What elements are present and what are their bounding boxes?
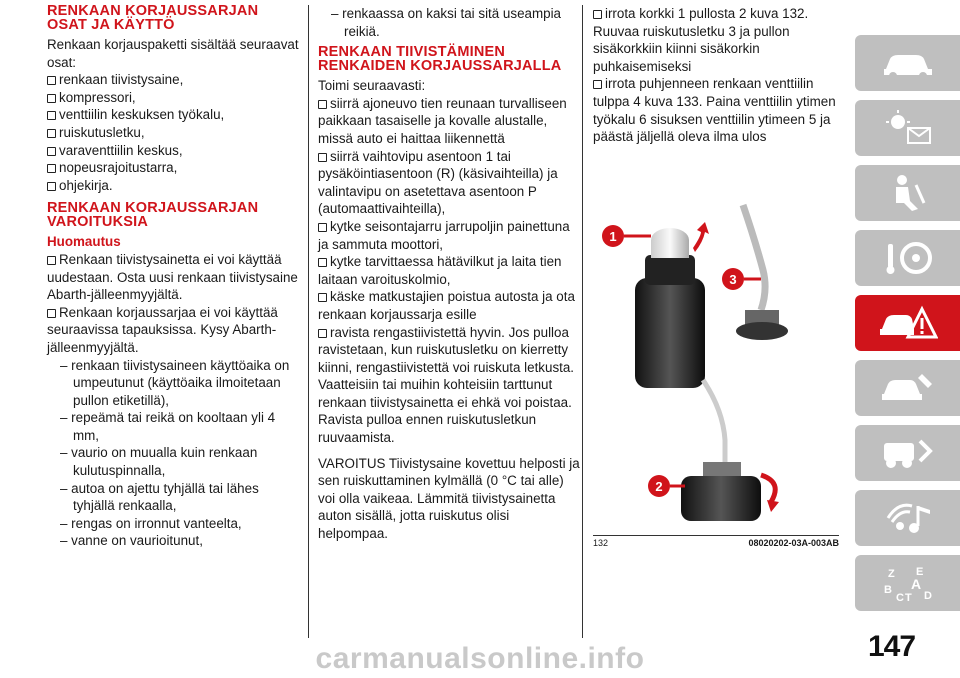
step-item: irrota korkki 1 pullosta 2 kuva 132. Ruuvaa ruiskutusletku 3 ja pullon sisäkorkkiin kiinni sisäkorkin puhkaisemiseksi bbox=[593, 6, 809, 74]
note-item: Renkaan korjaussarjaa ei voi käyttää seuraavissa tapauksissa. Kysy Abarth-jälleenmyyjältä. bbox=[47, 304, 278, 355]
emergency-icon bbox=[878, 303, 938, 343]
checkbox-bullet-icon bbox=[318, 258, 327, 267]
figure-caption bbox=[593, 535, 839, 548]
section-heading: RENKAAN KORJAUSSARJAN VAROITUKSIA bbox=[47, 200, 259, 230]
checkbox-bullet-icon bbox=[318, 293, 327, 302]
column-divider bbox=[582, 5, 583, 638]
note-item: Renkaan tiivistysainetta ei voi käyttää uudestaan. Osta uusi renkaan tiivistysaine Abarth-jälleenmyyjältä. bbox=[47, 251, 298, 303]
tab-car-overview[interactable] bbox=[855, 35, 960, 91]
dash-list bbox=[318, 5, 580, 40]
paragraph: Toimi seuraavasti: bbox=[318, 78, 426, 94]
multimedia-icon bbox=[878, 498, 938, 538]
seat-safety-icon bbox=[878, 173, 938, 213]
column-1 bbox=[47, 5, 299, 550]
svg-text:Z: Z bbox=[887, 568, 895, 580]
svg-text:1: 1 bbox=[609, 229, 617, 244]
maintenance-icon bbox=[878, 368, 938, 408]
figure-code: 08020202-03A-003AB bbox=[748, 538, 839, 548]
sealant-bottle bbox=[635, 278, 705, 388]
figure-illustration bbox=[593, 200, 839, 527]
column-2 bbox=[318, 5, 580, 543]
checkbox-bullet-icon bbox=[47, 129, 56, 138]
kit-item: renkaan tiivistysaine, bbox=[47, 71, 299, 89]
svg-text:C: C bbox=[895, 592, 904, 603]
dash-item: – renkaassa on kaksi tai sitä useampia reikiä. bbox=[331, 6, 561, 39]
dash-item: – rengas on irronnut vanteelta, bbox=[60, 515, 242, 531]
tab-technical-data[interactable] bbox=[855, 425, 960, 481]
dash-item: – autoa on ajettu tyhjällä tai lähes tyhjällä renkaalla, bbox=[60, 480, 259, 514]
step-item: kytke seisontajarru jarrupoljin painettuna ja sammuta moottori, bbox=[318, 218, 570, 252]
tab-emergency[interactable] bbox=[855, 295, 960, 351]
step-item: siirrä vaihtovipu asentoon 1 tai pysäköintiasentoon (R) (käsivaihteilla) ja valintavipu on asetettava asentoon P (automaattivaihteilla), bbox=[318, 148, 558, 217]
step-item: käske matkustajien poistua autosta ja ota renkaan korjaussarja esille bbox=[318, 289, 575, 322]
callout-2 bbox=[648, 475, 685, 497]
step-item: kytke tarvittaessa hätävilkut ja laita tien laitaan varoituskolmio, bbox=[318, 254, 562, 287]
figure-number: 132 bbox=[593, 538, 609, 548]
section-heading: RENKAAN TIIVISTÄMINEN RENKAIDEN KORJAUSSARJALLA bbox=[318, 44, 562, 74]
technical-data-icon bbox=[878, 433, 938, 473]
column-divider bbox=[308, 5, 309, 638]
checkbox-bullet-icon bbox=[47, 76, 56, 85]
kit-item: nopeusrajoitustarra, bbox=[47, 159, 299, 177]
checkbox-bullet-icon bbox=[318, 100, 327, 109]
kit-item: venttiilin keskuksen työkalu, bbox=[47, 106, 299, 124]
checkbox-bullet-icon bbox=[47, 164, 56, 173]
checkbox-bullet-icon bbox=[593, 80, 602, 89]
checkbox-bullet-icon bbox=[318, 329, 327, 338]
checkbox-bullet-icon bbox=[47, 111, 56, 120]
tab-multimedia[interactable] bbox=[855, 490, 960, 546]
kit-item: ohjekirja. bbox=[47, 177, 299, 195]
kit-item: ruiskutusletku, bbox=[47, 124, 299, 142]
svg-text:B: B bbox=[883, 584, 892, 596]
checkbox-bullet-icon bbox=[47, 182, 56, 191]
dash-list bbox=[47, 357, 299, 551]
index-icon bbox=[878, 563, 938, 603]
steps-list bbox=[593, 5, 841, 146]
page-number: 147 bbox=[868, 630, 916, 663]
step-item: ravista rengastiivistettä hyvin. Jos pulloa ravistetaan, kun ruiskutusletku on kierretty kiinni, rengastiivistettä voi ruiskuta letkusta. Vaatteisiin tai muihin kohteisiin tarttunut renkaan tiivistysainetta ei ehkä voi poistaa. Ravista pulloa ennen ruiskutusletkun ruuvaamista. bbox=[318, 324, 575, 446]
callout-3 bbox=[722, 268, 761, 290]
kit-item: varaventtiilin keskus, bbox=[47, 142, 299, 160]
tab-maintenance[interactable] bbox=[855, 360, 960, 416]
warning-lights-icon bbox=[878, 108, 938, 148]
callout-1 bbox=[602, 225, 651, 247]
checkbox-bullet-icon bbox=[593, 10, 602, 19]
dash-item: – repeämä tai reikä on kooltaan yli 4 mm, bbox=[60, 410, 276, 443]
svg-text:T: T bbox=[904, 592, 912, 603]
dash-item: – vaurio on muualla kuin renkaan kulutuspinnalla, bbox=[60, 445, 258, 479]
checkbox-bullet-icon bbox=[47, 256, 56, 265]
checkbox-bullet-icon bbox=[318, 153, 327, 162]
step-item: irrota puhjenneen renkaan venttiilin tulppa 4 kuva 133. Paina venttiilin ytimen työkalu 6 sisuksen venttiilin ytimeen 5 ja päästä jäljellä oleva ilma ulos bbox=[593, 76, 836, 145]
svg-text:D: D bbox=[923, 590, 932, 602]
car-overview-icon bbox=[878, 43, 938, 83]
checkbox-bullet-icon bbox=[47, 94, 56, 103]
driving-controls-icon bbox=[878, 238, 938, 278]
section-heading: RENKAAN KORJAUSSARJAN OSAT JA KÄYTTÖ bbox=[47, 3, 259, 33]
svg-text:2: 2 bbox=[655, 479, 663, 494]
column-3 bbox=[593, 5, 841, 146]
steps-list bbox=[318, 95, 580, 447]
note-label: Huomautus bbox=[47, 234, 121, 250]
dash-item: – vanne on vaurioitunut, bbox=[60, 533, 203, 549]
tab-index[interactable] bbox=[855, 555, 960, 611]
tab-warning-lights[interactable] bbox=[855, 100, 960, 156]
warning-text: VAROITUS Tiivistysaine kovettuu helposti ja sen ruiskuttaminen kylmällä (0 °C tai alle) voi olla vaikeaa. Lämmitä tiivistysainetta auton sisällä, jotta ruiskutus olisi helpompaa. bbox=[318, 455, 580, 542]
svg-text:E: E bbox=[915, 566, 923, 578]
watermark: carmanualsonline.info bbox=[315, 642, 645, 675]
checkbox-bullet-icon bbox=[47, 309, 56, 318]
svg-text:A: A bbox=[910, 576, 921, 592]
dash-item: – renkaan tiivistysaineen käyttöaika on umpeutunut (käyttöaika ilmoitetaan pullon etiketillä), bbox=[60, 357, 290, 408]
tab-seat-safety[interactable] bbox=[855, 165, 960, 221]
svg-text:3: 3 bbox=[729, 272, 737, 287]
checkbox-bullet-icon bbox=[318, 223, 327, 232]
kit-items-list bbox=[47, 71, 299, 194]
tab-driving-controls[interactable] bbox=[855, 230, 960, 286]
paragraph: Renkaan korjauspaketti sisältää seuraavat osat: bbox=[47, 37, 299, 70]
step-item: siirrä ajoneuvo tien reunaan turvalliseen paikkaan tasaiselle ja kovalle alustalle, missä auto ei haittaa liikennettä bbox=[318, 95, 567, 146]
checkbox-bullet-icon bbox=[47, 147, 56, 156]
sealant-bottle-bottom bbox=[681, 476, 761, 521]
chapter-tabs bbox=[855, 35, 960, 625]
kit-item: kompressori, bbox=[47, 89, 299, 107]
